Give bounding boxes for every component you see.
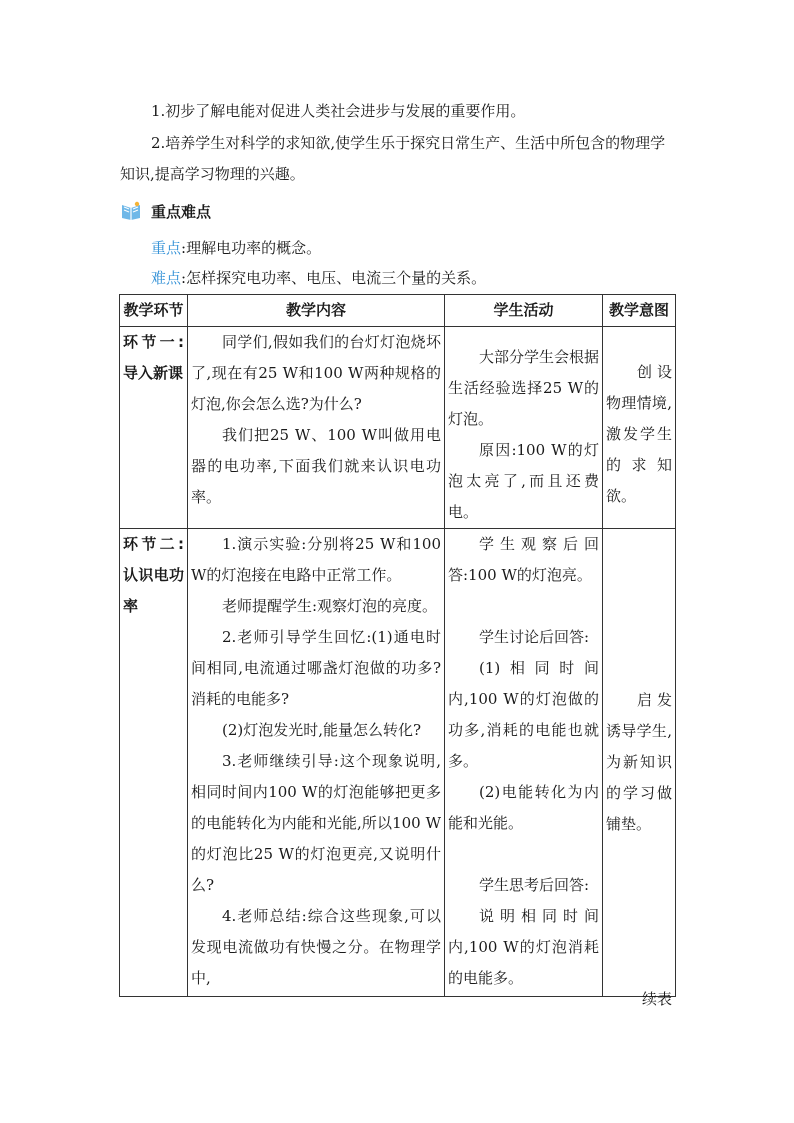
- continue-label: 续表: [642, 990, 673, 1008]
- content-paragraph: 4.老师总结:综合这些现象,可以发现电流做功有快慢之分。在物理学中,: [191, 907, 441, 987]
- key-point-text: :理解电功率的概念。: [181, 239, 322, 257]
- lesson-table: [119, 294, 676, 997]
- activity-paragraph: 原因:100 W的灯泡太亮了,而且还费电。: [448, 441, 599, 521]
- activity-paragraph: 说明相同时间内,100 W的灯泡消耗的电能多。: [448, 907, 599, 987]
- content-cell: [188, 529, 445, 997]
- stage-cell: 环节二:认识电功率: [120, 529, 188, 997]
- activity-paragraph: (2)电能转化为内能和光能。: [448, 783, 599, 832]
- table-row: [120, 529, 676, 997]
- key-point: [151, 234, 321, 262]
- header-intent: 教学意图: [603, 295, 676, 327]
- header-stage: 教学环节: [120, 295, 188, 327]
- content-paragraph: (2)灯泡发光时,能量怎么转化?: [222, 721, 422, 739]
- content-paragraph: 老师提醒学生:观察灯泡的亮度。: [222, 597, 438, 615]
- difficult-point-text: :怎样探究电功率、电压、电流三个量的关系。: [181, 269, 487, 287]
- section-title: 重点难点: [151, 202, 212, 221]
- activity-cell: [445, 529, 603, 997]
- activity-paragraph: 学生思考后回答:: [479, 876, 590, 894]
- book-icon: [120, 201, 142, 221]
- intent-cell: [603, 529, 676, 997]
- content-paragraph: 3.老师继续引导:这个现象说明,相同时间内100 W的灯泡能够把更多的电能转化为内能和光能,所以100 W的灯泡比25 W的灯泡更亮,又说明什么?: [191, 752, 441, 894]
- section-heading: [120, 197, 211, 225]
- content-paragraph: 同学们,假如我们的台灯灯泡烧坏了,现在有25 W和100 W两种规格的灯泡,你会怎么选?为什么?: [191, 333, 441, 413]
- key-point-label: 重点: [151, 239, 182, 257]
- activity-paragraph: 大部分学生会根据生活经验选择25 W的灯泡。: [448, 348, 600, 428]
- intent-cell: [603, 327, 676, 529]
- intro-paragraph-1: 1.初步了解电能对促进人类社会进步与发展的重要作用。: [151, 102, 526, 120]
- content-cell: [188, 327, 445, 529]
- difficult-point-label: 难点: [151, 269, 182, 287]
- activity-paragraph: 学生讨论后回答:: [479, 628, 590, 646]
- intro-paragraph-2: 2.培养学生对科学的求知欲,使学生乐于探究日常生产、生活中所包含的物理学知识,提高学习物理的兴趣。: [120, 134, 666, 183]
- content-paragraph: 1.演示实验:分别将25 W和100 W的灯泡接在电路中正常工作。: [191, 535, 441, 584]
- content-paragraph: 我们把25 W、100 W叫做用电器的电功率,下面我们就来认识电功率。: [191, 426, 441, 506]
- header-activity: 学生活动: [445, 295, 603, 327]
- difficult-point: [151, 264, 486, 292]
- activity-paragraph: 学生观察后回答:100 W的灯泡亮。: [448, 535, 599, 584]
- activity-cell: [445, 327, 603, 529]
- header-content: 教学内容: [188, 295, 445, 327]
- table-header-row: [120, 295, 676, 327]
- activity-paragraph: (1)相同时间内,100 W的灯泡做的功多,消耗的电能也就多。: [448, 659, 599, 770]
- stage-cell: 环节一:导入新课: [120, 327, 188, 529]
- content-paragraph: 2.老师引导学生回忆:(1)通电时间相同,电流通过哪盏灯泡做的功多?消耗的电能多?: [191, 628, 441, 708]
- table-row: [120, 327, 676, 529]
- intent-text: 启发诱导学生,为新知识的学习做铺垫。: [606, 691, 672, 833]
- intent-text: 创设物理情境,激发学生的求知欲。: [606, 363, 672, 505]
